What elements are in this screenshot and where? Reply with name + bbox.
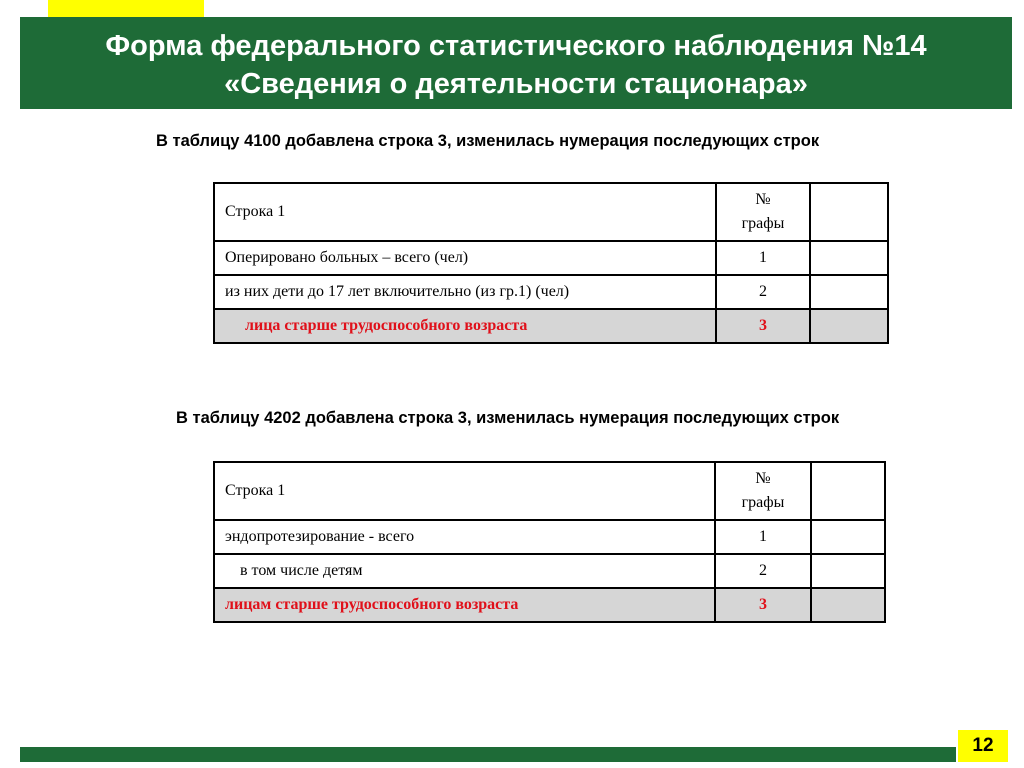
row-blank-cell (811, 520, 885, 554)
table-row (214, 554, 885, 588)
title-banner (20, 17, 1012, 109)
row-number: 2 (715, 554, 811, 588)
header-num-cell (716, 183, 810, 241)
header-num-symbol: № (755, 470, 771, 487)
row-label: в том числе детям (214, 554, 715, 588)
table-header-row (214, 462, 885, 520)
header-num-word: графы (741, 494, 785, 511)
header-num-word: графы (741, 215, 785, 232)
page-title-line-1: Форма федерального статистического наблюдения №14 (105, 30, 927, 62)
table-4100-note: В таблицу 4100 добавлена строка 3, изменилась нумерация последующих строк (156, 132, 820, 150)
header-blank-cell (810, 183, 888, 241)
table-row (214, 275, 888, 309)
row-label: лица старше трудоспособного возраста (214, 309, 716, 343)
row-number: 2 (716, 275, 810, 309)
row-number: 3 (715, 588, 811, 622)
table-row-highlighted (214, 309, 888, 343)
header-num-cell (715, 462, 811, 520)
page-title-line-2: «Сведения о деятельности стационара» (224, 68, 808, 100)
header-blank-cell (811, 462, 885, 520)
table-row (214, 520, 885, 554)
row-number: 3 (716, 309, 810, 343)
table-4202 (213, 461, 886, 623)
table-row-highlighted (214, 588, 885, 622)
header-label-cell: Строка 1 (214, 183, 716, 241)
top-accent-strip (48, 0, 204, 17)
header-label-cell: Строка 1 (214, 462, 715, 520)
header-num-symbol: № (755, 191, 771, 208)
row-blank-cell (810, 309, 888, 343)
row-blank-cell (811, 554, 885, 588)
row-blank-cell (811, 588, 885, 622)
footer-bar (20, 747, 956, 762)
row-blank-cell (810, 241, 888, 275)
row-blank-cell (810, 275, 888, 309)
row-label: эндопротезирование - всего (214, 520, 715, 554)
table-header-row (214, 183, 888, 241)
row-label: из них дети до 17 лет включительно (из гр.1) (чел) (214, 275, 716, 309)
page-number-badge: 12 (958, 730, 1008, 762)
row-label: Оперировано больных – всего (чел) (214, 241, 716, 275)
table-4100 (213, 182, 889, 344)
row-label: лицам старше трудоспособного возраста (214, 588, 715, 622)
row-number: 1 (715, 520, 811, 554)
table-row (214, 241, 888, 275)
table-4202-note: В таблицу 4202 добавлена строка 3, изменилась нумерация последующих строк (176, 409, 840, 427)
row-number: 1 (716, 241, 810, 275)
